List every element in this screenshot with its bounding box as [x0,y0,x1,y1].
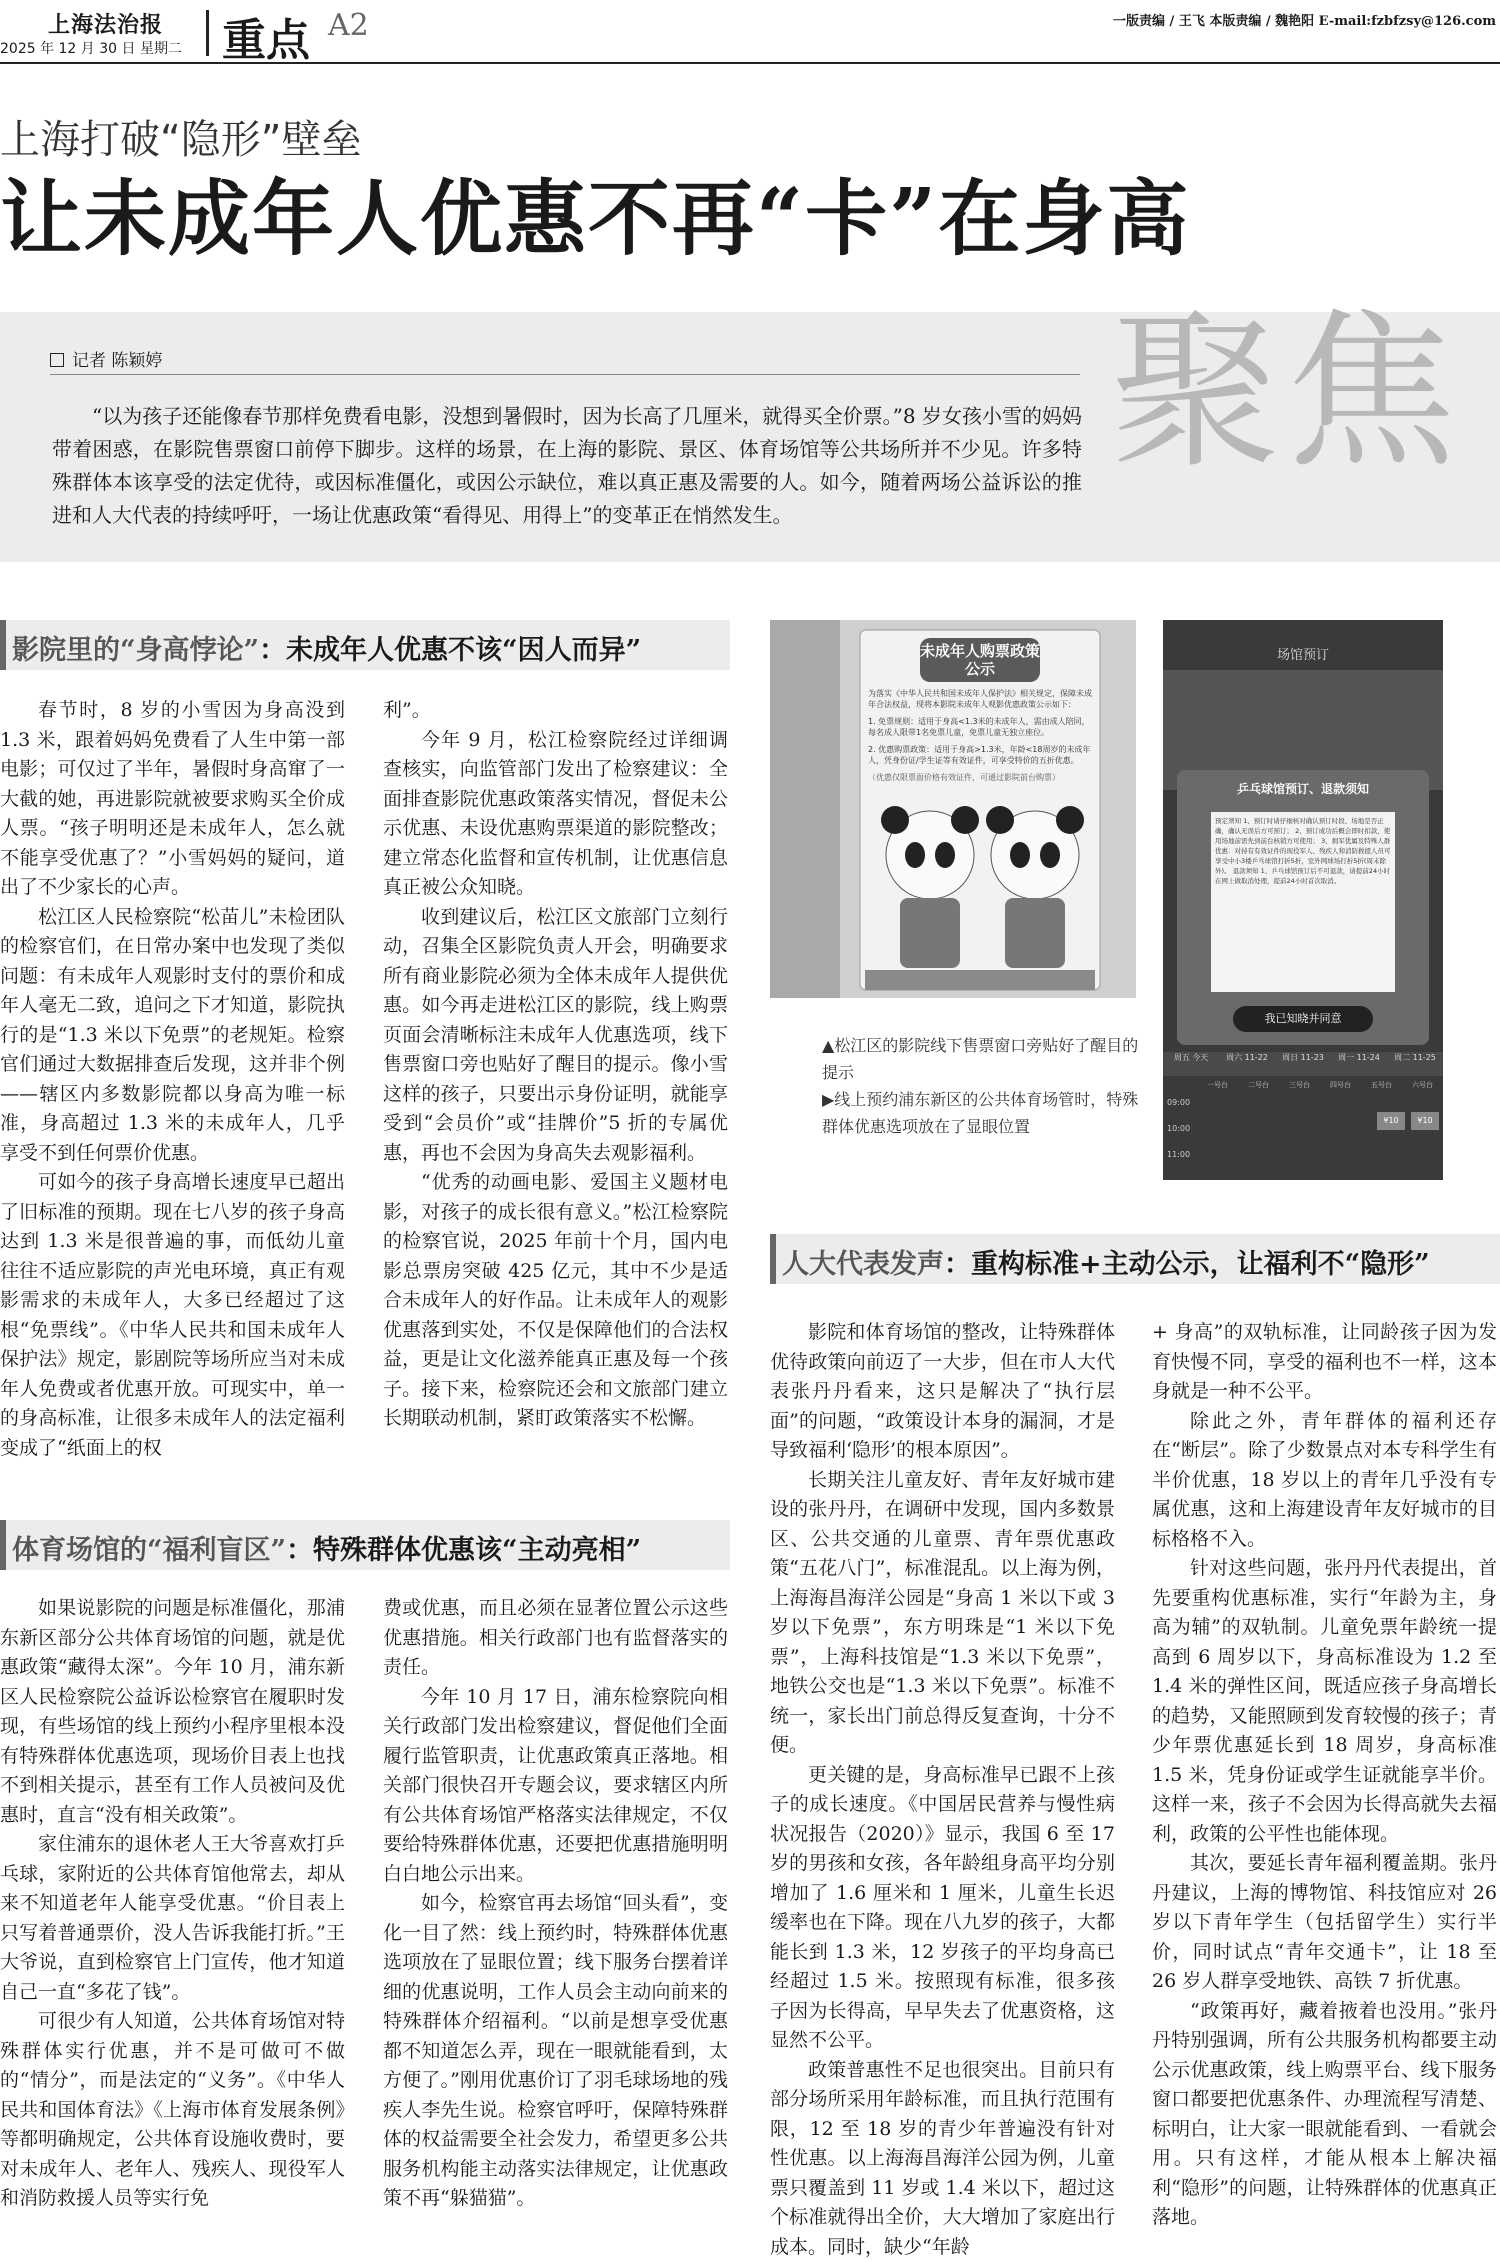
court-label: 四号台 [1320,1080,1361,1094]
slot-price[interactable]: ¥10 [1411,1112,1439,1130]
booking-dialog [1177,770,1429,1045]
paragraph: 除此之外，青年群体的福利还存在“断层”。除了少数景点对本专科学生有半价优惠，18 岁以上的青年几乎没有专属优惠，这和上海建设青年友好城市的目标格格不入。 [1152,1407,1497,1555]
paragraph: 影院和体育场馆的整改，让特殊群体优待政策向前迈了一大步，但在市人大代表张丹丹看来，这只是解决了“执行层面”的问题，“政策设计本身的漏洞，才是导致福利‘隐形’的根本原因”。 [770,1318,1115,1466]
byline-box-icon [50,353,64,367]
time-label: 10:00 [1167,1124,1190,1133]
confirm-button[interactable]: 我已知晓并同意 [1233,1006,1373,1032]
article-column [383,1594,728,2214]
paragraph: 松江区人民检察院“松苗儿”未检团队的检察官们，在日常办案中也发现了类似问题：有未成年人观影时支付的票价和成年人毫无二致，追问之下才知道，影院执行的是“1.3 米以下免票”的老规矩。检察官们通过大数据排查后发现，这并非个例——辖区内多数影院都以身高为唯一标准，身高超过 1.3 米的未成年人，几乎享受不到任何票价优惠。 [0,903,345,1169]
court-label: 一号台 [1197,1080,1238,1094]
photo-sports-booking-app [1163,620,1443,1180]
paper-name: 上海法治报 [48,8,163,39]
dialog-title: 乒乓球馆预订、退款须知 [1177,780,1429,797]
lead-box [0,312,1500,562]
section-title: 影院里的“身高悖论”：未成年人优惠不该“因人而异” [12,628,641,667]
editors-line: 一版责编 / 王飞 本版责编 / 魏艳阳 E-mail:fzbfzsy@126.com [1113,10,1496,29]
paragraph: 收到建议后，松江区文旅部门立刻行动，召集全区影院负责人开会，明确要求所有商业影院必须为全体未成年人提供优惠。如今再走进松江区的影院，线上购票页面会清晰标注未成年人优惠选项，线下售票窗口旁也贴好了醒目的提示。像小雪这样的孩子，只要出示身份证明，就能享受到“会员价”或“挂牌价”5 折的专属优惠，再也不会因为身高失去观影福利。 [383,903,728,1169]
article-column [0,1594,345,2214]
paragraph: “政策再好，藏着掖着也没用。”张丹丹特别强调，所有公共服务机构都要主动公示优惠政策，线上购票平台、线下服务窗口都要把优惠条件、办理流程写清楚、标明白，让大家一眼就能看到、一看就会用。只有这样，才能从根本上解决福利“隐形”的问题，让特殊群体的优惠真正落地。 [1152,1997,1497,2233]
paragraph: 费或优惠，而且必须在显著位置公示这些优惠措施。相关行政部门也有监督落实的责任。 [383,1594,728,1683]
court-label: 三号台 [1279,1080,1320,1094]
article-column [770,1318,1115,2262]
paragraph: 今年 10 月 17 日，浦东检察院向相关行政部门发出检察建议，督促他们全面履行监管职责，让优惠政策真正落地。相关部门很快召开专题会议，要求辖区内所有公共体育场馆严格落实法律规定，不仅要给特殊群体优惠，还要把优惠措施明明白白地公示出来。 [383,1683,728,1890]
notice-intro: 为落实《中华人民共和国未成年人保护法》相关规定，保障未成年合法权益，现将本影院未成年人观影优惠政策公示如下： [868,688,1094,710]
notice-note: （优惠仅限票面价格有效证件，可通过影院前台购票） [868,772,1094,783]
sub-headline: 上海打破“隐形”壁垒 [0,108,361,165]
app-header: 场馆预订 [1163,644,1443,663]
byline [50,346,162,371]
paragraph: 其次，要延长青年福利覆盖期。张丹丹建议，上海的博物馆、科技馆应对 26 岁以下青年学生（包括留学生）实行半价，同时试点“青年交通卡”，让 18 至 26 岁人群享受地铁、高铁 7 折优惠。 [1152,1849,1497,1997]
section-title: 人大代表发声：重构标准+主动公示，让福利不“隐形” [782,1242,1430,1281]
paragraph: 可很少有人知道，公共体育场馆对特殊群体实行优惠，并不是可做可不做的“情分”，而是法定的“义务”。《中华人民共和国体育法》《上海市体育发展条例》等都明确规定，公共体育设施收费时，要对未成年人、老年人、残疾人、现役军人和消防救援人员等实行免 [0,2007,345,2214]
byline-rule [50,374,1080,375]
slot-price[interactable]: ¥10 [1377,1112,1405,1130]
section-header-bar [0,1520,6,1570]
day-tab[interactable]: 周六 11-22 [1219,1052,1275,1076]
section-title: 体育场馆的“福利盲区”：特殊群体优惠该“主动亮相” [12,1528,641,1567]
paragraph: 如今，检察官再去场馆“回头看”，变化一目了然：线上预约时，特殊群体优惠选项放在了显眼位置；线下服务台摆着详细的优惠说明，工作人员会主动向前来的特殊群体介绍福利。“以前是想享受优惠都不知道怎么弄，现在一眼就能看到，太方便了。”刚用优惠价订了羽毛球场地的残疾人李先生说。检察官呼吁，保障特殊群体的权益需要全社会发力，希望更多公共服务机构能主动落实法律规定，让优惠政策不再“躲猫猫”。 [383,1889,728,2214]
section-header-npc [770,1234,1500,1284]
masthead-divider [206,10,209,56]
court-header [1197,1080,1443,1094]
main-headline: 让未成年人优惠不再“卡”在身高 [0,154,1190,271]
caption-cinema: ▲松江区的影院线下售票窗口旁贴好了醒目的提示 [822,1032,1142,1086]
day-tab[interactable]: 周五 今天 [1163,1052,1219,1076]
paragraph: “优秀的动画电影、爱国主义题材电影，对孩子的成长很有意义。”松江检察院的检察官说，2025 年前十个月，国内电影总票房突破 425 亿元，其中不少是适合未成年人的好作品。让未成年人的观影优惠落到实处，不仅是保障他们的合法权益，更是让文化滋养能真正惠及每一个孩子。接下来，检察院还会和文旅部门建立长期联动机制，紧盯政策落实不松懈。 [383,1168,728,1434]
dialog-text: 预定须知 1、预订时请仔细核对确认预订时段、场地是否正确，确认无误后方可预订； 2、预订成功后概会即时扣款，使用场地前需先到前台核销方可使用； 3、拥军优属及特殊人群优惠：对持有有效证件的现役军人、残疾人和消防救援人员可享受中小3楼乒乓球馆打折5折，室外网球场打折5折(周末除外)。 退款须知 1、乒乓球馆预订后不可退款，请提前24小时在网上做取消处理，提前24小时首次取消。 [1211,812,1395,992]
section-header-sports [0,1520,730,1570]
paragraph: 春节时，8 岁的小雪因为身高没到 1.3 米，跟着妈妈免费看了人生中第一部电影；可仅过了半年，暑假时身高窜了一大截的她，再进影院就被要求购买全价成人票。“孩子明明还是未成年人，怎么就不能享受优惠了？”小雪妈妈的疑问，道出了不少家长的心声。 [0,696,345,903]
paragraph: 政策普惠性不足也很突出。目前只有部分场所采用年龄标准，而且执行范围有限，12 至 18 岁的青少年普遍没有针对性优惠。以上海海昌海洋公园为例，儿童票只覆盖到 11 岁或 1.4 米以下，超过这个标准就得出全价，大大增加了家庭出行成本。同时，缺少“年龄 [770,2056,1115,2262]
paragraph: 针对这些问题，张丹丹代表提出，首先要重构优惠标准，实行“年龄为主，身高为辅”的双轨制。儿童免票年龄统一提高到 6 周岁以下，身高标准设为 1.2 至 1.4 米的弹性区间，既适应孩子身高增长的趋势，又能照顾到发育较慢的孩子；青少年票优惠延长到 18 周岁，身高标准 1.5 米，凭身份证或学生证就能享半价。这样一来，孩子不会因为长得高就失去福利，政策的公平性也能体现。 [1152,1554,1497,1849]
section-header-bar [770,1234,776,1284]
page-number: A2 [328,8,369,43]
lead-paragraph: “以为孩子还能像春节那样免费看电影，没想到暑假时，因为长高了几厘米，就得买全价票。”8 岁女孩小雪的妈妈带着困惑，在影院售票窗口前停下脚步。这样的场景，在上海的影院、景区、体育场馆等公共场所并不少见。许多特殊群体本该享受的法定优待，或因标准僵化，或因公示缺位，难以真正惠及需要的人。如今，随着两场公益诉讼的推进和人大代表的持续呼吁，一场让优惠政策“看得见、用得上”的变革正在悄然发生。 [52,400,1082,532]
paragraph: 可如今的孩子身高增长速度早已超出了旧标准的预期。现在七八岁的孩子身高达到 1.3 米是很普遍的事，而低幼儿童往往不适应影院的声光电环境，真正有观影需求的未成年人，大多已经超过了这根“免票线”。《中华人民共和国未成年人保护法》规定，影剧院等场所应当对未成年人免费或者优惠开放。可现实中，单一的身高标准，让很多未成年人的法定福利变成了“纸面上的权 [0,1168,345,1463]
section-name: 重点 [222,4,310,68]
focus-calligraphy-mark: 聚焦 [1110,308,1462,478]
byline-text: 记者 陈颖婷 [72,351,162,371]
court-label: 五号台 [1361,1080,1402,1094]
notice-title: 未成年人购票政策公示 [920,642,1040,678]
court-label: 六号台 [1402,1080,1443,1094]
article-column [1152,1318,1497,2233]
photo-captions [822,1032,1142,1140]
paragraph: 如果说影院的问题是标准僵化，那浦东新区部分公共体育场馆的问题，就是优惠政策“藏得太深”。今年 10 月，浦东新区人民检察院公益诉讼检察官在履职时发现，有些场馆的线上预约小程序里根本没有特殊群体优惠选项，现场价目表上也找不到相关提示，甚至有工作人员被问及优惠时，直言“没有相关政策”。 [0,1594,345,1830]
notice-rule-1: 1. 免票规则：适用于身高<1.3米的未成年人，需由成人陪同，每名成人限带1名免票儿童，免票儿童无独立座位。 [868,716,1094,738]
day-tabs [1163,1052,1443,1076]
paragraph: 长期关注儿童友好、青年友好城市建设的张丹丹，在调研中发现，国内多数景区、公共交通的儿童票、青年票优惠政策“五花八门”，标准混乱。以上海为例，上海海昌海洋公园是“身高 1 米以下或 3 岁以下免票”，东方明珠是“1 米以下免票”，上海科技馆是“1.3 米以下免票”，地铁公交也是“1.3 米以下免票”。标准不统一，家长出门前总得反复查询，十分不便。 [770,1466,1115,1761]
masthead [0,0,1500,64]
article-column [383,696,728,1434]
time-label: 11:00 [1167,1150,1190,1159]
paragraph: 家住浦东的退休老人王大爷喜欢打乒乓球，家附近的公共体育馆他常去，却从来不知道老年人能享受优惠。“价目表上只写着普通票价，没人告诉我能打折。”王大爷说，直到检察官上门宣传，他才知道自己一直“多花了钱”。 [0,1830,345,2007]
paragraph: 更关键的是，身高标准早已跟不上孩子的成长速度。《中国居民营养与慢性病状况报告（2020）》显示，我国 6 至 17 岁的男孩和女孩，各年龄组身高平均分别增加了 1.6 厘米和 1 厘米，儿童生长迟缓率也在下降。现在八九岁的孩子，大都能长到 1.3 米，12 岁孩子的平均身高已经超过 1.5 米。按照现有标准，很多孩子因为长得高，早早失去了优惠资格，这显然不公平。 [770,1761,1115,2056]
day-tab[interactable]: 周一 11-24 [1331,1052,1387,1076]
article-column [0,696,345,1463]
day-tab[interactable]: 周日 11-23 [1275,1052,1331,1076]
notice-rule-2: 2. 优惠购票政策：适用于身高>1.3米，年龄<18周岁的未成年人，凭身份证/学生证等有效证件，可享受特价的五折优惠。 [868,744,1094,766]
section-header-bar [0,620,6,670]
caption-sports: ▶线上预约浦东新区的公共体育场管时，特殊群体优惠选项放在了显眼位置 [822,1086,1142,1140]
court-label: 二号台 [1238,1080,1279,1094]
paragraph: 利”。 [383,696,728,726]
publication-date: 2025 年 12 月 30 日 星期二 [0,38,182,58]
day-tab[interactable]: 周二 11-25 [1387,1052,1443,1076]
paragraph: 今年 9 月，松江检察院经过详细调查核实，向监管部门发出了检察建议：全面排查影院优惠政策落实情况，督促未公示优惠、未设优惠购票渠道的影院整改；建立常态化监督和宣传机制，让优惠信息真正被公众知晓。 [383,726,728,903]
photo-cinema-notice [770,620,1136,998]
paragraph: + 身高”的双轨标准，让同龄孩子因为发育快慢不同，享受的福利也不一样，这本身就是一种不公平。 [1152,1318,1497,1407]
time-label: 09:00 [1167,1098,1190,1107]
section-header-cinema [0,620,730,670]
